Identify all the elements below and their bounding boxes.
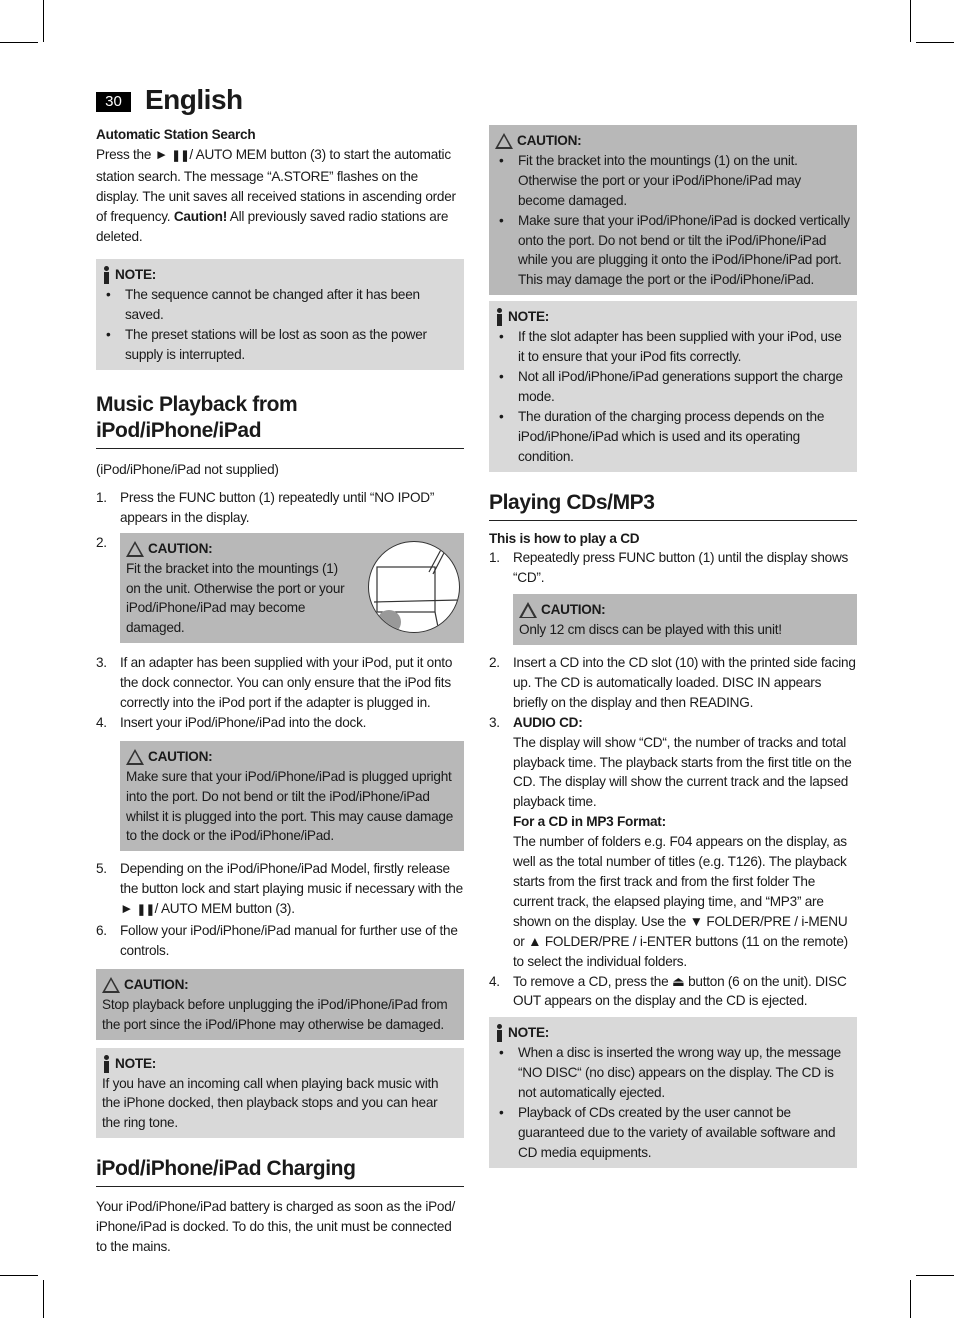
warning-icon: [102, 977, 120, 993]
section-heading-music: Music Playback from iPod/iPhone/iPad: [96, 392, 464, 449]
charging-text: Your iPod/iPhone/iPad battery is charged as soon as the iPod/ iPhone/iPad is docked. To do this, the unit must be connected to the mains.: [96, 1199, 456, 1255]
warning-icon: [126, 541, 144, 557]
note-box: NOTE: • The sequence cannot be changed after it has been saved. • The preset stations will be lost as soon as the power supply is interrupted.: [96, 259, 464, 370]
list-item: • The duration of the charging process depends on the iPod/iPhone/iPad which is used and its operating condition.: [495, 407, 851, 467]
list-item: 3. If an adapter has been supplied with your iPod, put it onto the dock connector. You can only ensure that the iPod fits correctly into the iPod port if the adapter is plugged in.: [96, 655, 453, 711]
list-item: 4. Insert your iPod/iPhone/iPad into the dock. CAUTION: Make sure that your iPod/iPhone/iPad is plugged upright into the port. Do not bend or tilt the iPod/iPhone/iPad whilst it is plugged into the port. This may cause damage to the dock or the iPod/iPhone/iPad.: [96, 713, 464, 851]
list-item: 4. To remove a CD, press the ⏏ button (6 on the unit). DISC OUT appears on the display and the CD is ejected.: [489, 973, 847, 1009]
crop-mark: [910, 1280, 911, 1318]
list-item: • If the slot adapter has been supplied with your iPod, use it to ensure that your iPod fits correctly.: [495, 327, 851, 367]
note-list: [495, 327, 851, 466]
auto-search-text: Press the ► ❚❚/ AUTO MEM button (3) to start the automatic station search. The message “A.STORE” flashes on the display. The unit saves all received stations in ascending order of frequency. Caution! All previously saved radio stations are deleted.: [96, 146, 456, 244]
pause-icon: ❚❚: [136, 904, 155, 917]
list-item: • Make sure that your iPod/iPhone/iPad is docked vertically onto the port. Do not bend or tilt the iPod/iPhone/iPad while you are plugging it onto the iPod/iPhone/iPad port. This may damage the port or the iPod/iPhone/iPad.: [495, 211, 851, 291]
section-heading-cds: Playing CDs/MP3: [489, 490, 857, 521]
caution-box: CAUTION: Only 12 cm discs can be played with this unit!: [513, 594, 857, 645]
note-box: NOTE: • When a disc is inserted the wrong way up, the message “NO DISC“ (no disc) appears on the display. The CD is not automatically ejected. • Playback of CDs created by the user cannot be guaranteed due to the variety of available software and CD media equipments.: [489, 1017, 857, 1167]
caution-list: [495, 151, 851, 290]
list-item: • The preset stations will be lost as soon as the power supply is interrupted.: [102, 325, 458, 365]
warning-icon: [495, 133, 513, 149]
eject-icon: ⏏: [671, 973, 685, 989]
note-box: NOTE: If you have an incoming call when playing back music with the iPhone docked, then playback stops and you can hear the ring tone.: [96, 1048, 464, 1139]
list-item: 1. Repeatedly press FUNC button (1) until the display shows “CD”. CAUTION: Only 12 cm discs can be played with this unit!: [489, 548, 857, 645]
left-column: [96, 125, 464, 1257]
info-icon: [495, 308, 504, 326]
dock-illustration: [368, 541, 460, 633]
caution-box: CAUTION: • Fit the bracket into the mountings (1) on the unit. Otherwise the port or your iPod/iPhone/iPad may become damaged. • Make sure that your iPod/iPhone/iPad is docked vertically onto the port. Do not bend or tilt the iPod/iPhone/iPad while you are plugging it onto the iPod/iPhone/iPad port. This may damage the port or the iPod/iPhone/iPad.: [489, 125, 857, 295]
caution-box: CAUTION: Make sure that your iPod/iPhone/iPad is plugged upright into the port. Do not bend or tilt the iPod/iPhone/iPad whilst it is plugged into the port. This may cause damage to the dock or the iPod/iPhone/iPad.: [120, 741, 464, 852]
note-list: [102, 285, 458, 365]
caution-box: CAUTION: Fit the bracket into the mountings (1) on the unit. Otherwise the port or your iPod/iPhone/iPad may become damaged.: [120, 533, 464, 644]
crop-mark: [910, 0, 911, 42]
list-item: • Fit the bracket into the mountings (1) on the unit. Otherwise the port or your iPod/iPhone/iPad may become damaged.: [495, 151, 851, 211]
right-column: [489, 125, 857, 1176]
list-item: 3. AUDIO CD: The display will show “CD“, the number of tracks and total playback time. The playback starts from the first title on the CD. The display will show the current track and the lapsed playback time. For a CD in MP3 Format: The number of folders e.g. F04 appears on the display, as well as the total number of titles (e.g. T126). The playback starts from the first track and from the first folder The current track, the elapsed playing time, and “MP3” are shown on the display. Use the ▼ FOLDER/PRE / i-MENU or ▲ FOLDER/PRE / i-ENTER buttons (11 on the remote) to select the individual folders.: [489, 714, 852, 969]
info-icon: [495, 1024, 504, 1042]
list-item: • Not all iPod/iPhone/iPad generations support the charge mode.: [495, 367, 851, 407]
list-item: 2. Insert a CD into the CD slot (10) with the printed side facing up. The CD is automatically loaded. DISC IN appears briefly on the display and then READING.: [489, 655, 856, 710]
note-list: [495, 1043, 851, 1162]
pause-icon: ❚❚: [171, 149, 190, 162]
music-steps: [96, 488, 464, 961]
list-item: 2. CAUTION: Fit the bracket into the mountings (1) on the unit. Otherwise the port or your iPod/iPhone/iPad may become damaged.: [96, 533, 464, 644]
list-item: • Playback of CDs created by the user cannot be guaranteed due to the variety of available software and CD media equipments.: [495, 1103, 851, 1163]
auto-search-title: Automatic Station Search: [96, 127, 256, 142]
page-number: 30: [96, 92, 131, 112]
crop-mark: [43, 1280, 44, 1318]
info-icon: [102, 266, 111, 284]
page-language: English: [145, 84, 243, 115]
up-arrow-icon: ▲: [528, 933, 542, 949]
list-item: 1. Press the FUNC button (1) repeatedly until “NO IPOD” appears in the display.: [96, 489, 435, 525]
music-intro: (iPod/iPhone/iPad not supplied): [96, 461, 279, 477]
list-item: • The sequence cannot be changed after it has been saved.: [102, 285, 458, 325]
crop-mark: [916, 1275, 954, 1276]
cd-subtitle: This is how to play a CD: [489, 530, 640, 546]
crop-mark: [43, 0, 44, 42]
warning-icon: [519, 602, 537, 618]
section-heading-charging: iPod/iPhone/iPad Charging: [96, 1156, 464, 1187]
crop-mark: [916, 42, 954, 43]
crop-mark: [0, 1275, 38, 1276]
warning-icon: [126, 749, 144, 765]
info-icon: [102, 1055, 111, 1073]
list-item: 5. Depending on the iPod/iPhone/iPad Model, firstly release the button lock and start playing music if necessary with the ► ❚❚/ AUTO MEM button (3).: [96, 861, 463, 917]
down-arrow-icon: ▼: [689, 913, 703, 929]
list-item: 6. Follow your iPod/iPhone/iPad manual for further use of the controls.: [96, 923, 458, 958]
crop-mark: [0, 42, 38, 43]
cd-steps: [489, 548, 857, 1011]
list-item: • When a disc is inserted the wrong way up, the message “NO DISC“ (no disc) appears on the display. The CD is not automatically ejected.: [495, 1043, 851, 1103]
caution-box: CAUTION: Stop playback before unplugging the iPod/iPhone/iPad from the port since the iPod/iPhone may otherwise be damaged.: [96, 969, 464, 1040]
note-box: NOTE: • If the slot adapter has been supplied with your iPod, use it to ensure that your iPod fits correctly. • Not all iPod/iPhone/iPad generations support the charge mode. • The duration of the charging process depends on the iPod/iPhone/iPad which is used and its operating condition.: [489, 301, 857, 471]
